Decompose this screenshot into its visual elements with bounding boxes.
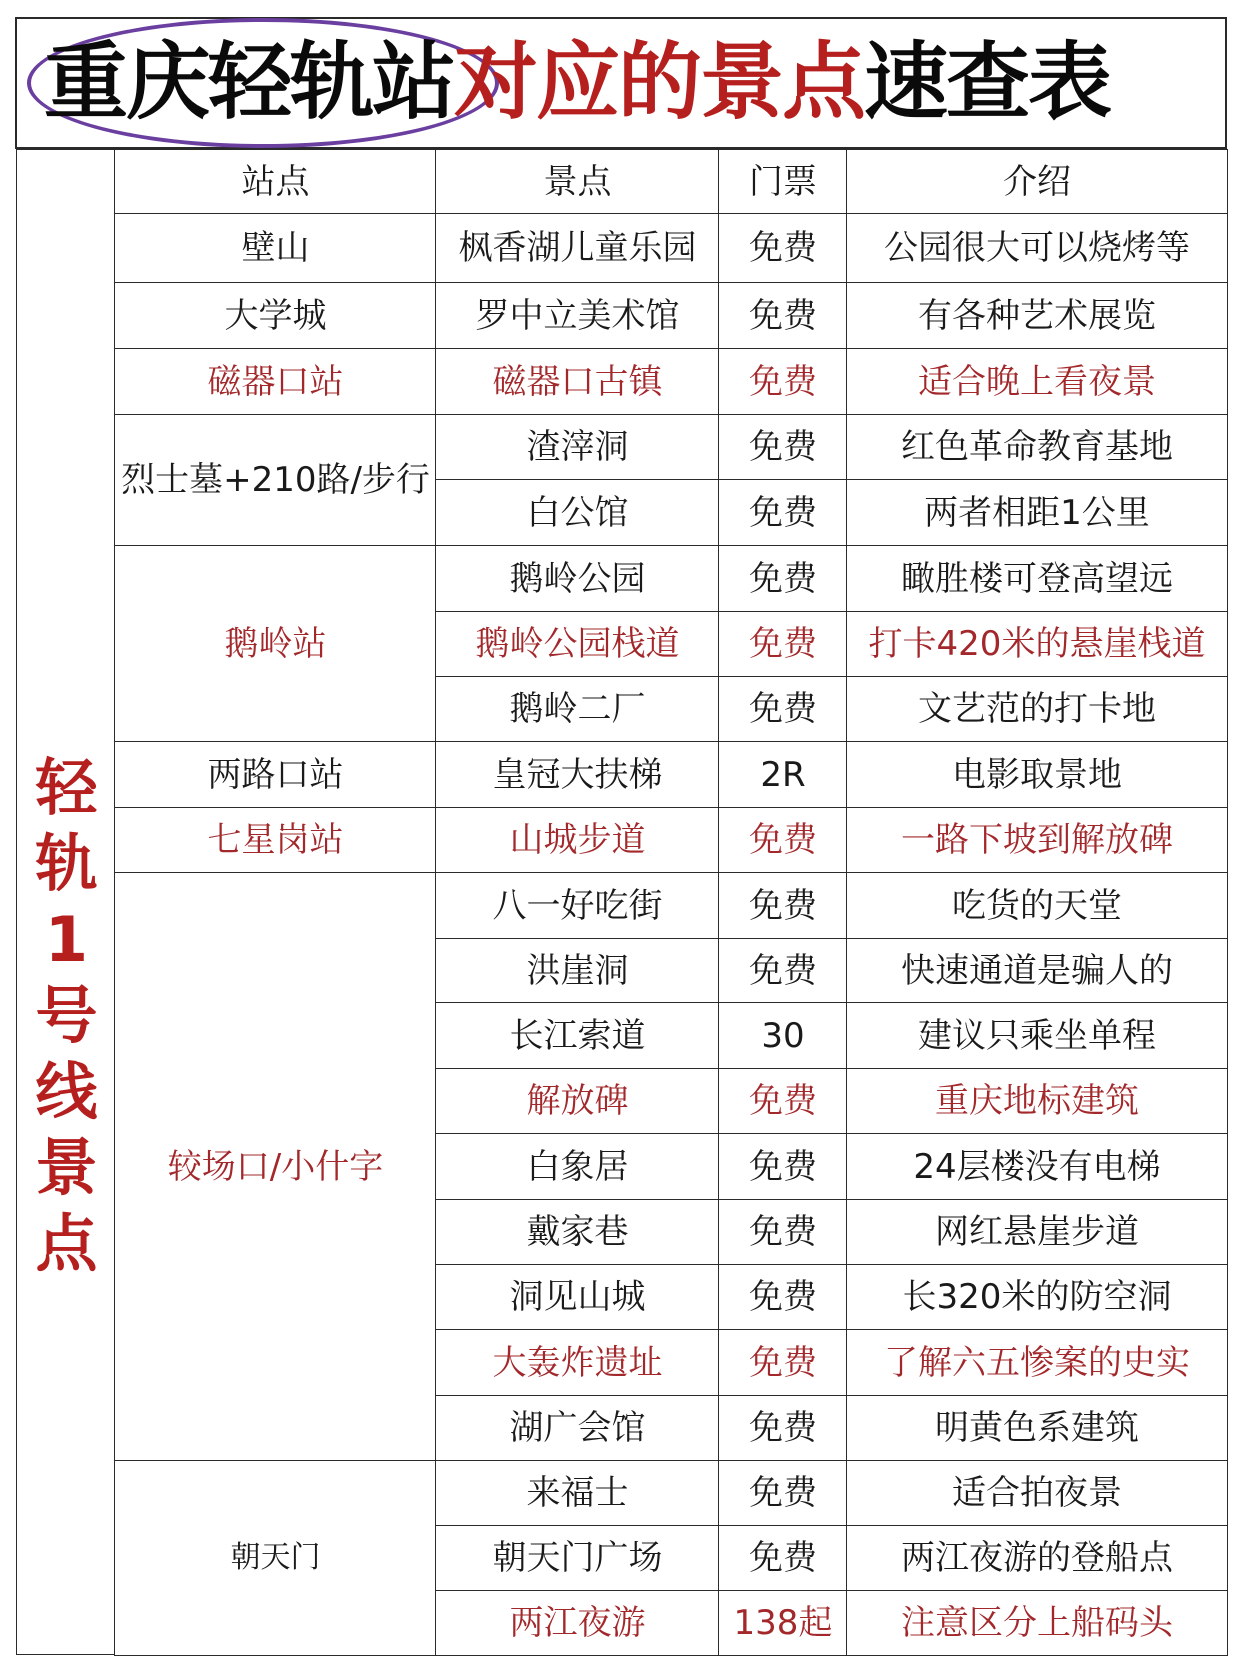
spot-cell: 鹅岭公园 (435, 545, 720, 612)
intro-cell: 网红悬崖步道 (846, 1199, 1228, 1265)
intro-cell: 两江夜游的登船点 (846, 1525, 1228, 1591)
ticket-cell: 免费 (718, 872, 848, 939)
station-cell: 烈士墓+210路/步行 (114, 414, 437, 546)
spot-cell: 八一好吃街 (435, 872, 720, 939)
station-cell: 较场口/小什字 (114, 872, 437, 1461)
intro-cell: 适合拍夜景 (846, 1460, 1228, 1526)
station-cell: 壁山 (114, 213, 437, 283)
header-spot: 景点 (435, 149, 720, 214)
intro-cell: 长320米的防空洞 (846, 1264, 1228, 1330)
spot-cell: 大轰炸遗址 (435, 1329, 720, 1396)
intro-cell: 注意区分上船码头 (846, 1590, 1228, 1656)
spot-cell: 枫香湖儿童乐园 (435, 213, 720, 283)
ticket-cell: 免费 (718, 414, 848, 480)
spot-cell: 来福士 (435, 1460, 720, 1526)
intro-cell: 红色革命教育基地 (846, 414, 1228, 480)
spot-cell: 解放碑 (435, 1068, 720, 1134)
title-part-spots: 对应的景点 (454, 33, 865, 131)
line-label-char: 景 (35, 1131, 98, 1204)
station-cell: 磁器口站 (114, 348, 437, 415)
spot-cell: 磁器口古镇 (435, 348, 720, 415)
line-label-char: 轨 (35, 827, 98, 900)
intro-cell: 公园很大可以烧烤等 (846, 213, 1228, 283)
station-cell: 七星岗站 (114, 807, 437, 873)
intro-cell: 24层楼没有电梯 (846, 1133, 1228, 1200)
station-cell: 朝天门 (114, 1460, 437, 1656)
spot-cell: 洪崖洞 (435, 938, 720, 1003)
spot-cell: 湖广会馆 (435, 1395, 720, 1461)
intro-cell: 打卡420米的悬崖栈道 (846, 611, 1228, 677)
header-intro: 介绍 (846, 149, 1228, 214)
header-station: 站点 (114, 149, 437, 214)
ticket-cell: 免费 (718, 479, 848, 546)
ticket-cell: 免费 (718, 1525, 848, 1591)
spot-cell: 皇冠大扶梯 (435, 741, 720, 808)
spot-cell: 鹅岭二厂 (435, 676, 720, 742)
title-part-city-station: 重庆轻轨站 (44, 33, 455, 131)
ticket-cell: 免费 (718, 1395, 848, 1461)
ticket-cell: 免费 (718, 1460, 848, 1526)
spot-cell: 两江夜游 (435, 1590, 720, 1656)
spot-cell: 山城步道 (435, 807, 720, 873)
spot-cell: 戴家巷 (435, 1199, 720, 1265)
intro-cell: 吃货的天堂 (846, 872, 1228, 939)
intro-cell: 一路下坡到解放碑 (846, 807, 1228, 873)
intro-cell: 两者相距1公里 (846, 479, 1228, 546)
intro-cell: 文艺范的打卡地 (846, 676, 1228, 742)
spot-cell: 渣滓洞 (435, 414, 720, 480)
spot-cell: 鹅岭公园栈道 (435, 611, 720, 677)
spot-cell: 朝天门广场 (435, 1525, 720, 1591)
ticket-cell: 免费 (718, 545, 848, 612)
intro-cell: 快速通道是骗人的 (846, 938, 1228, 1003)
ticket-cell: 免费 (718, 213, 848, 283)
station-cell: 两路口站 (114, 741, 437, 808)
intro-cell: 了解六五惨案的史实 (846, 1329, 1228, 1396)
intro-cell: 明黄色系建筑 (846, 1395, 1228, 1461)
station-cell: 大学城 (114, 282, 437, 349)
spot-cell: 洞见山城 (435, 1264, 720, 1330)
ticket-cell: 免费 (718, 1264, 848, 1330)
line-label-char: 轻 (35, 751, 98, 824)
intro-cell: 瞰胜楼可登高望远 (846, 545, 1228, 612)
ticket-cell: 免费 (718, 1068, 848, 1134)
ticket-cell: 免费 (718, 807, 848, 873)
header-ticket: 门票 (718, 149, 848, 214)
ticket-cell: 138起 (718, 1590, 848, 1656)
intro-cell: 适合晚上看夜景 (846, 348, 1228, 415)
spot-cell: 白公馆 (435, 479, 720, 546)
spot-cell: 长江索道 (435, 1002, 720, 1069)
intro-cell: 有各种艺术展览 (846, 282, 1228, 349)
spot-cell: 白象居 (435, 1133, 720, 1200)
line-label-char: 1 (44, 903, 89, 976)
line-label-char: 号 (35, 979, 98, 1052)
intro-cell: 建议只乘坐单程 (846, 1002, 1228, 1069)
ticket-cell: 免费 (718, 1329, 848, 1396)
line-label-char: 点 (35, 1207, 98, 1280)
ticket-cell: 免费 (718, 1133, 848, 1200)
line-label-char: 线 (35, 1055, 98, 1128)
ticket-cell: 免费 (718, 282, 848, 349)
ticket-cell: 免费 (718, 1199, 848, 1265)
ticket-cell: 免费 (718, 938, 848, 1003)
ticket-cell: 免费 (718, 676, 848, 742)
station-cell: 鹅岭站 (114, 545, 437, 742)
ticket-cell: 免费 (718, 348, 848, 415)
ticket-cell: 免费 (718, 611, 848, 677)
ticket-cell: 2R (718, 741, 848, 808)
intro-cell: 电影取景地 (846, 741, 1228, 808)
title-part-quick-lookup: 速查表 (864, 33, 1111, 131)
ticket-cell: 30 (718, 1002, 848, 1069)
intro-cell: 重庆地标建筑 (846, 1068, 1228, 1134)
spot-cell: 罗中立美术馆 (435, 282, 720, 349)
